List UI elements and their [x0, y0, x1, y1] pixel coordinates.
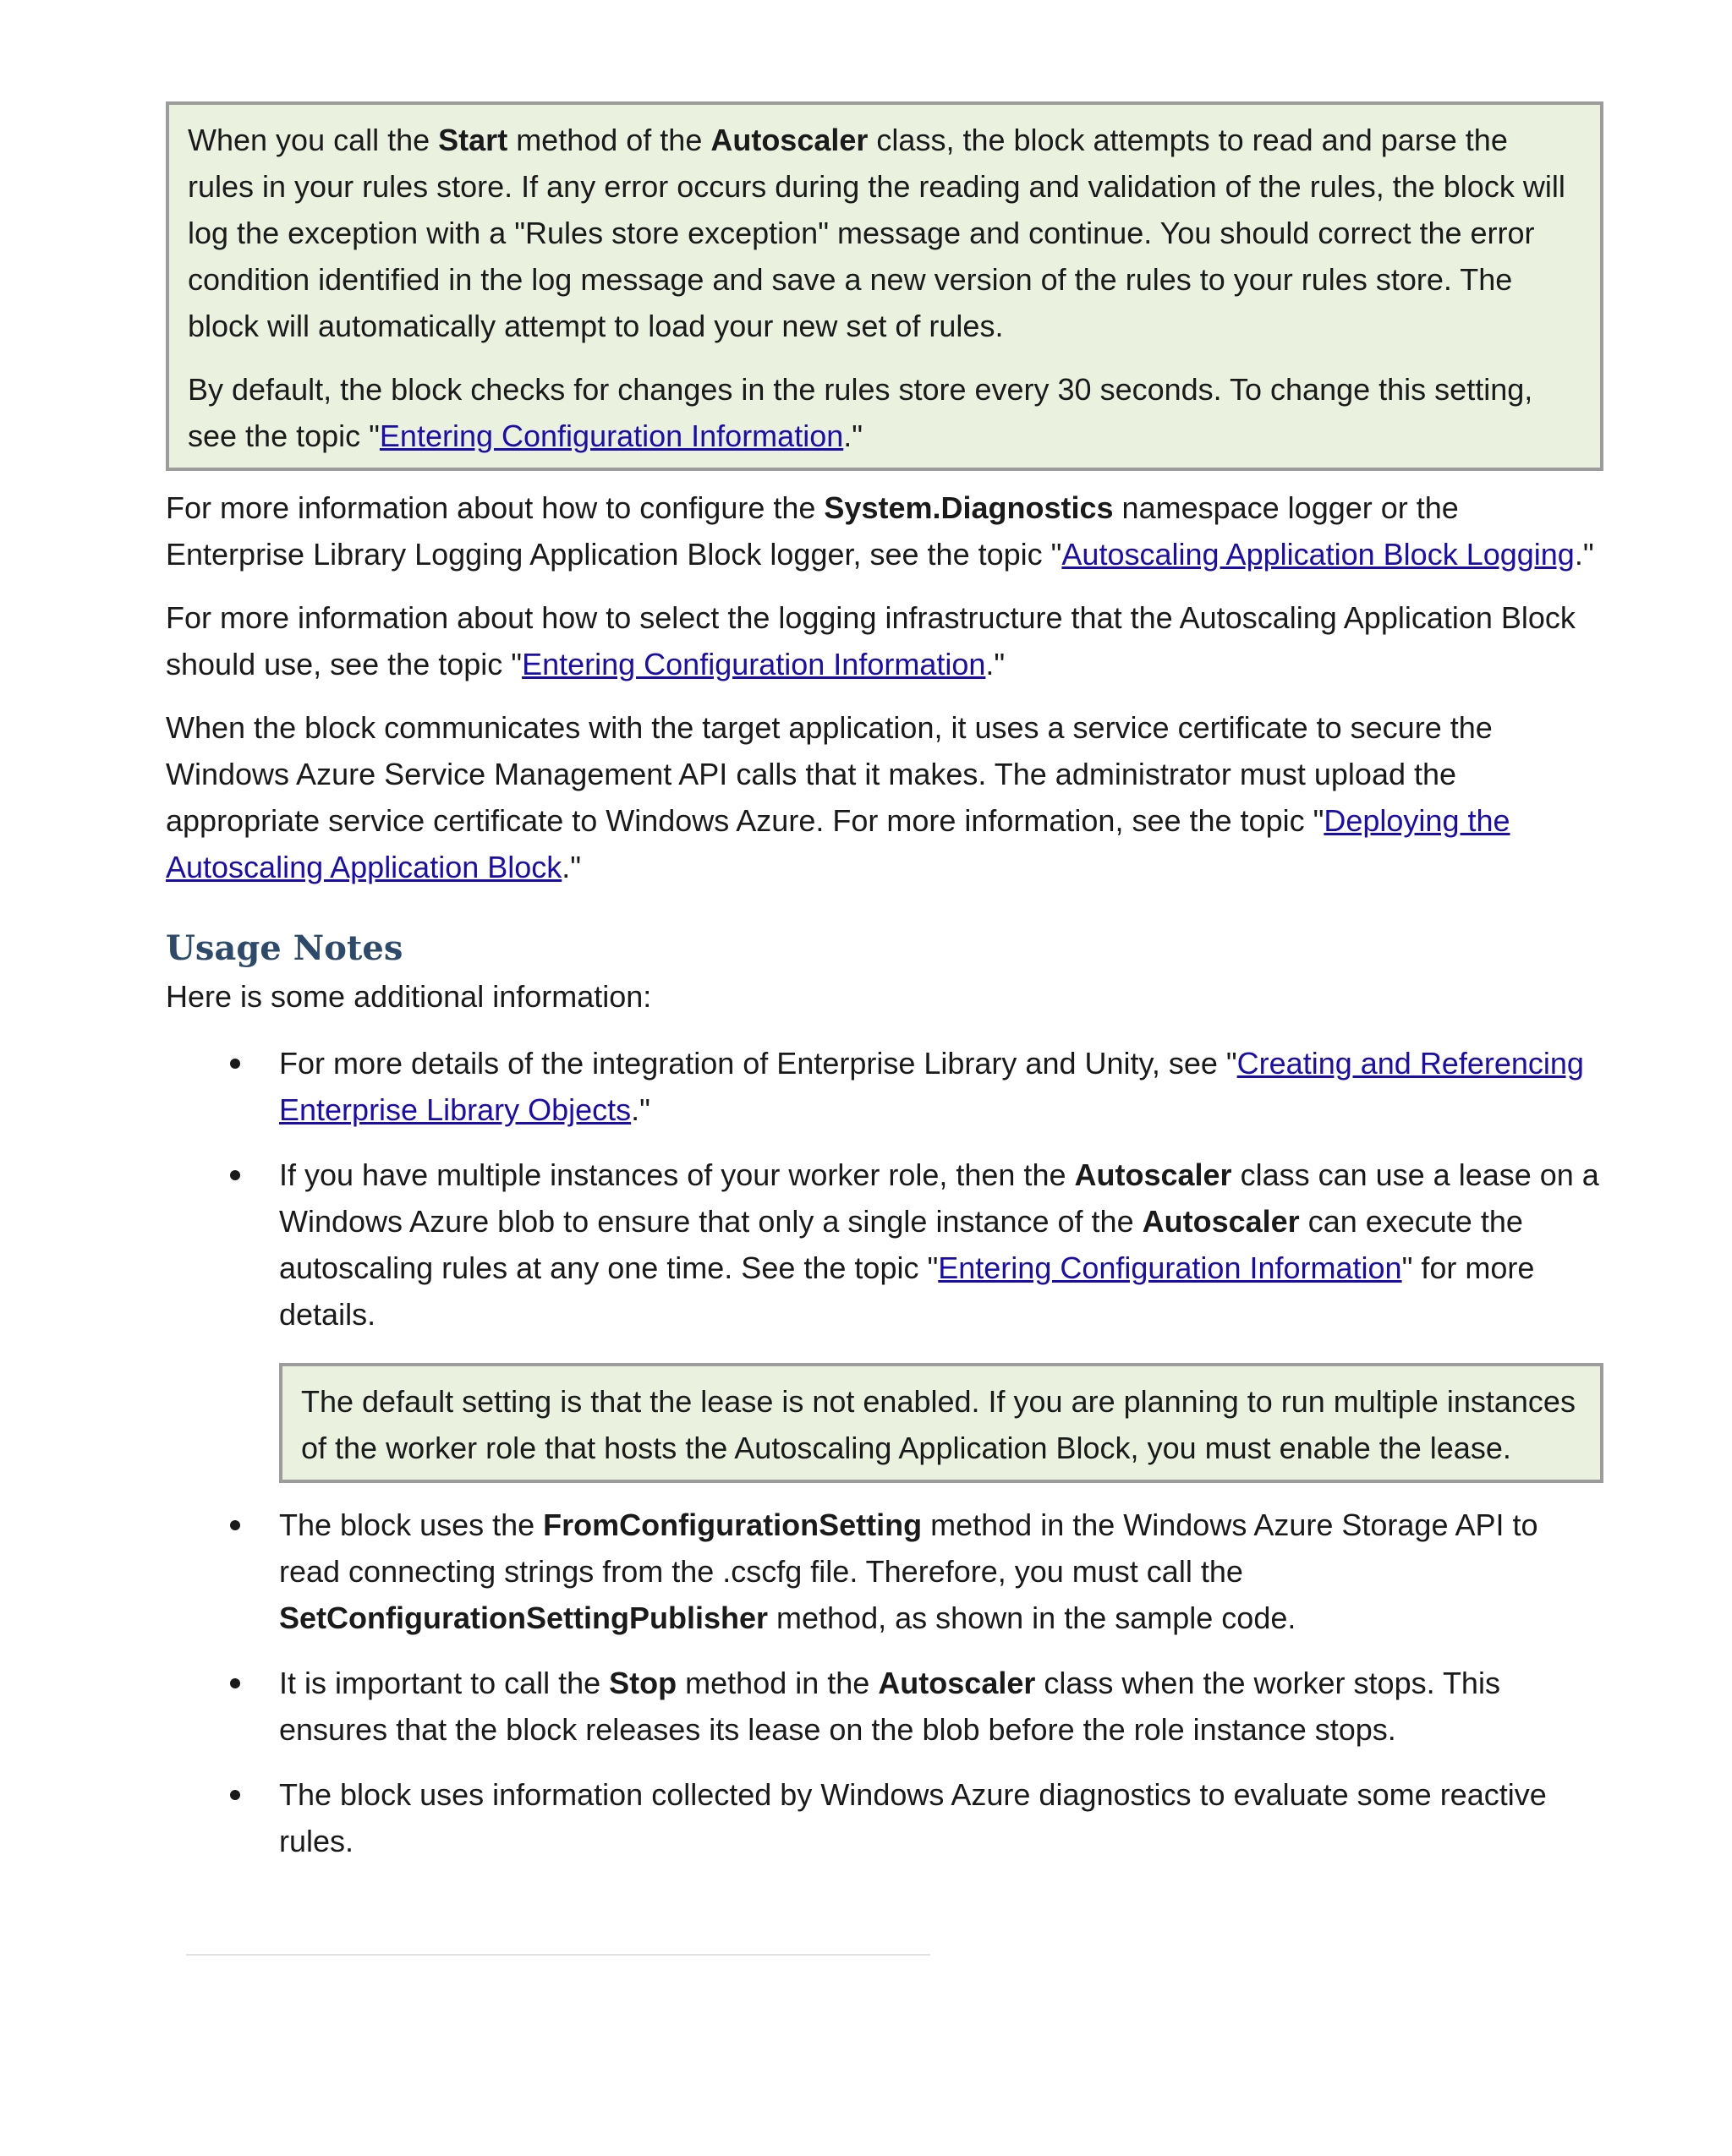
text-run: For more details of the integration of Enterprise Library and Unity, see ": [279, 1046, 1237, 1081]
text-run: class can use a lease on a Windows Azure blob to ensure that only a single instance of the: [279, 1157, 1599, 1239]
bold-stop: Stop: [609, 1666, 677, 1700]
note-paragraph-rules-parsing: [188, 117, 1581, 349]
paragraph-service-certificate: [166, 704, 1603, 890]
bold-start: Start: [438, 123, 508, 157]
list-item: [166, 1502, 1603, 1641]
bold-fromconfigurationsetting: FromConfigurationSetting: [543, 1508, 923, 1542]
text-run: The block uses the: [279, 1508, 544, 1542]
text-run: class when the worker stops. This ensures that the block releases its lease on the blob before the role instance stops.: [279, 1666, 1500, 1747]
note-paragraph-default-interval: [188, 366, 1581, 459]
bullet-icon: [230, 1170, 240, 1180]
bold-setconfigurationsettingpublisher: SetConfigurationSettingPublisher: [279, 1601, 769, 1635]
footnote-divider: [186, 1954, 930, 1956]
text-run: For more information about how to configure the: [166, 490, 825, 525]
bold-autoscaler: Autoscaler: [710, 123, 869, 157]
usage-notes-list: [166, 1040, 1603, 1864]
text-run: By default, the block checks for changes in the rules store every 30 seconds. To change this setting, see the topic ": [188, 372, 1533, 453]
document-page: [166, 101, 1603, 1883]
lease-note-text: The default setting is that the lease is not enabled. If you are planning to run multiple instances of the worker role that hosts the Autoscaling Application Block, you must enable the lease.: [301, 1384, 1576, 1465]
text-run: .": [1574, 537, 1594, 572]
link-entering-configuration-information[interactable]: Entering Configuration Information: [522, 647, 986, 681]
text-run: .": [843, 419, 863, 453]
link-deploying-autoscaling-block[interactable]: Deploying the Autoscaling Application Block: [166, 803, 1510, 884]
text-run: namespace logger or the Enterprise Library Logging Application Block logger, see the topic ": [166, 490, 1459, 572]
bullet-icon: [230, 1678, 240, 1688]
list-item: [166, 1152, 1603, 1483]
text-run: " for more details.: [279, 1250, 1535, 1332]
lease-note-box: [279, 1363, 1603, 1483]
list-item: [166, 1771, 1603, 1864]
list-item: [166, 1660, 1603, 1753]
text-run: When you call the: [188, 123, 439, 157]
link-creating-referencing-objects[interactable]: Creating and Referencing Enterprise Library Objects: [279, 1046, 1584, 1127]
text-run: class, the block attempts to read and parse the rules in your rules store. If any error occurs during the reading and validation of the rules, the block will log the exception with a "Rules store exception" message and continue. You should correct the error condition identified in the log message and save a new version of the rules to your rules store. The block will automatically attempt to load your new set of rules.: [188, 123, 1565, 343]
link-entering-configuration-information[interactable]: Entering Configuration Information: [379, 419, 844, 453]
text-run: When the block communicates with the target application, it uses a service certificate to secure the Windows Azure Service Management API calls that it makes. The administrator must upload the appropriate service certificate to Windows Azure. For more information, see the topic ": [166, 710, 1493, 838]
bold-autoscaler: Autoscaler: [878, 1666, 1036, 1700]
text-run: .": [631, 1092, 650, 1127]
list-item: [166, 1040, 1603, 1133]
text-run: can execute the autoscaling rules at any one time. See the topic ": [279, 1204, 1523, 1285]
text-run: method of the: [507, 123, 711, 157]
link-entering-configuration-information[interactable]: Entering Configuration Information: [938, 1250, 1402, 1285]
bold-autoscaler: Autoscaler: [1074, 1157, 1232, 1192]
text-run: For more information about how to select the logging infrastructure that the Autoscaling Application Block should use, see the topic ": [166, 600, 1576, 681]
bullet-icon: [230, 1790, 240, 1800]
paragraph-logger-info: [166, 484, 1603, 577]
usage-notes-intro: Here is some additional information:: [166, 979, 652, 1014]
text-run: .": [985, 647, 1006, 681]
text-run: If you have multiple instances of your worker role, then the: [279, 1157, 1075, 1192]
text-run: It is important to call the: [279, 1666, 610, 1700]
text-run: method, as shown in the sample code.: [768, 1601, 1296, 1635]
bold-system-diagnostics: System.Diagnostics: [824, 490, 1114, 525]
bold-autoscaler: Autoscaler: [1142, 1204, 1300, 1239]
text-run: .": [562, 850, 582, 884]
paragraph-logging-infrastructure: [166, 594, 1603, 687]
bullet-icon: [230, 1059, 240, 1069]
usage-notes-heading: Usage Notes: [166, 928, 403, 968]
text-run: method in the: [677, 1666, 879, 1700]
bullet-text: The block uses information collected by Windows Azure diagnostics to evaluate some reactive rules.: [279, 1777, 1547, 1858]
bullet-icon: [230, 1520, 240, 1530]
top-note-box: [166, 101, 1603, 471]
text-run: method in the Windows Azure Storage API to read connecting strings from the .cscfg file. Therefore, you must call the: [279, 1508, 1538, 1589]
link-autoscaling-block-logging[interactable]: Autoscaling Application Block Logging: [1061, 537, 1575, 572]
